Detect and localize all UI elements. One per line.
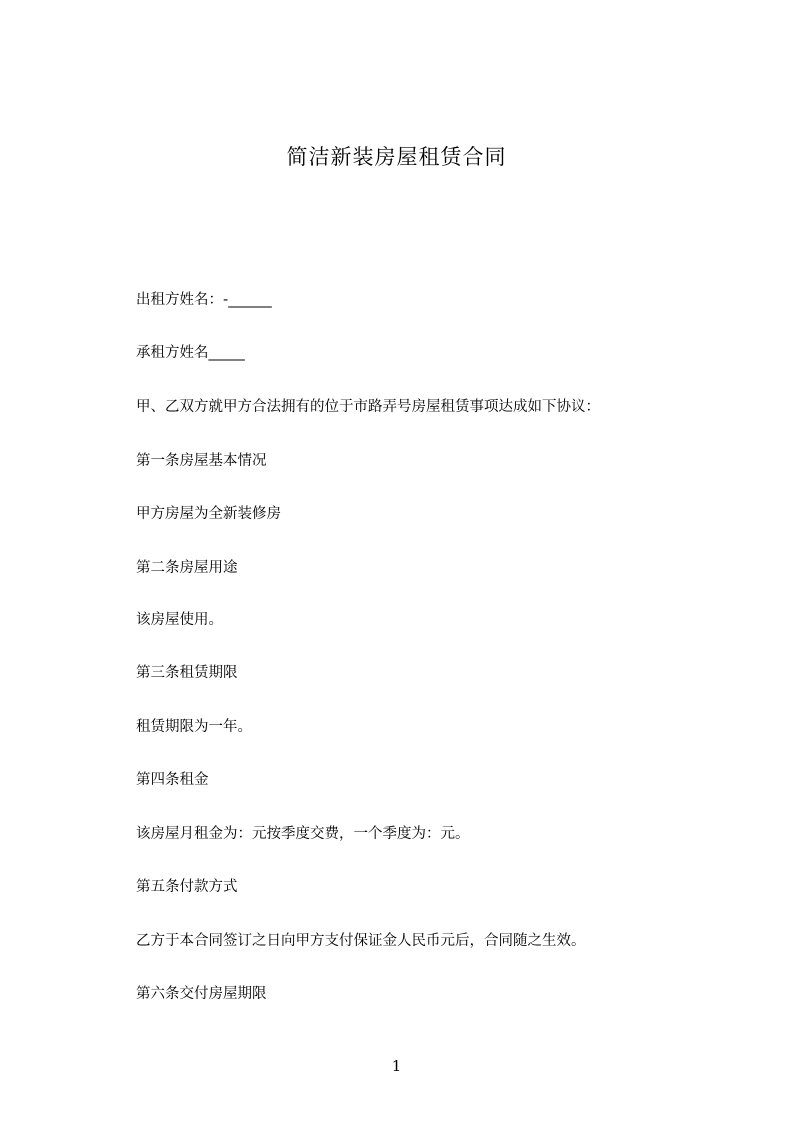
article-4-heading: 第四条租金 — [136, 772, 209, 788]
page-number: 1 — [391, 1057, 402, 1075]
article-3-heading: 第三条租赁期限 — [136, 665, 238, 681]
agreement-intro: 甲、乙双方就甲方合法拥有的位于市路弄号房屋租赁事项达成如下协议： — [136, 399, 600, 415]
lessee-name-line: 承租方姓名_____ — [136, 345, 245, 361]
document-title: 简洁新装房屋租赁合同 — [286, 145, 507, 169]
article-2-body: 该房屋使用。 — [136, 612, 223, 628]
article-5-body: 乙方于本合同签订之日向甲方支付保证金人民币元后，合同随之生效。 — [136, 933, 586, 949]
article-1-body: 甲方房屋为全新装修房 — [136, 506, 281, 522]
article-3-body: 租赁期限为一年。 — [136, 719, 252, 735]
article-4-body: 该房屋月租金为：元按季度交费，一个季度为：元。 — [136, 826, 470, 842]
article-5-heading: 第五条付款方式 — [136, 879, 238, 895]
article-1-heading: 第一条房屋基本情况 — [136, 453, 267, 469]
article-6-heading: 第六条交付房屋期限 — [136, 986, 267, 1002]
lessor-name-line: 出租方姓名：-______ — [136, 292, 272, 308]
article-2-heading: 第二条房屋用途 — [136, 560, 238, 576]
